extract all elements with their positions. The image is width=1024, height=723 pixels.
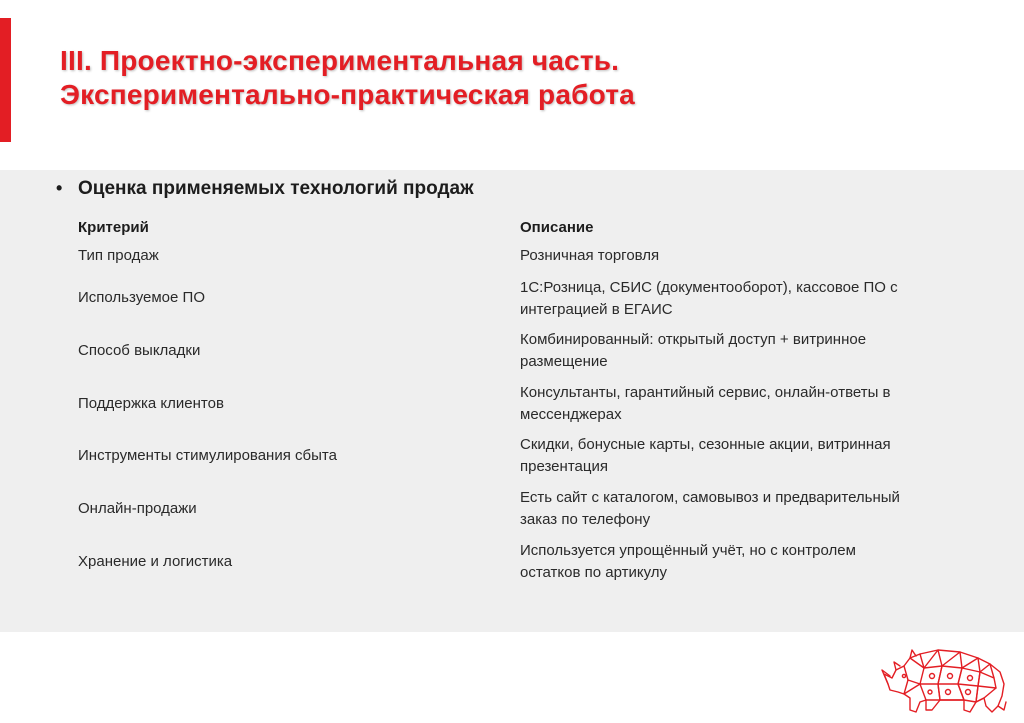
row-description [520,540,960,584]
header-description: Описание [520,219,594,236]
row-description [520,382,960,426]
row-criterion: Инструменты стимулирования сбыта [78,447,337,464]
row-description-line: Розничная торговля [520,247,660,264]
row-description [520,487,960,531]
header-criterion: Критерий [78,219,149,236]
row-description-line: Используется упрощённый учёт, но с контролем [520,542,856,559]
row-description-line: Скидки, бонусные карты, сезонные акции, витринная [520,436,891,453]
row-description-line: Есть сайт с каталогом, самовывоз и предварительный [520,489,900,506]
row-criterion: Онлайн-продажи [78,500,197,517]
row-description [520,329,960,373]
bullet-dot-icon: • [56,178,63,198]
slide-title [60,44,960,112]
row-description-line: интеграцией в ЕГАИС [520,301,673,318]
rhino-logo-icon [880,640,1010,718]
row-description-line: заказ по телефону [520,511,651,528]
row-description-line: Комбинированный: открытый доступ + витринное [520,331,867,348]
row-description-line: остатков по артикулу [520,564,668,581]
row-criterion: Используемое ПО [78,289,205,306]
row-description-line: размещение [520,353,608,370]
row-description-line: мессенджерах [520,406,622,423]
title-line-1: III. Проектно-экспериментальная часть. [60,45,620,76]
row-criterion: Способ выкладки [78,342,201,359]
row-description-line: 1С:Розница, СБИС (документооборот), кассовое ПО с [520,279,898,296]
row-description [520,277,960,321]
row-criterion: Поддержка клиентов [78,395,224,412]
title-line-2: Экспериментально-практическая работа [60,79,635,110]
bullet-item [56,178,474,200]
row-description-line: презентация [520,458,608,475]
row-description [520,434,960,478]
row-criterion: Хранение и логистика [78,553,233,570]
row-description-line: Консультанты, гарантийный сервис, онлайн-ответы в [520,384,891,401]
row-criterion: Тип продаж [78,247,159,264]
bullet-text: Оценка применяемых технологий продаж [78,178,474,199]
accent-bar [0,18,11,142]
row-description [520,245,960,267]
